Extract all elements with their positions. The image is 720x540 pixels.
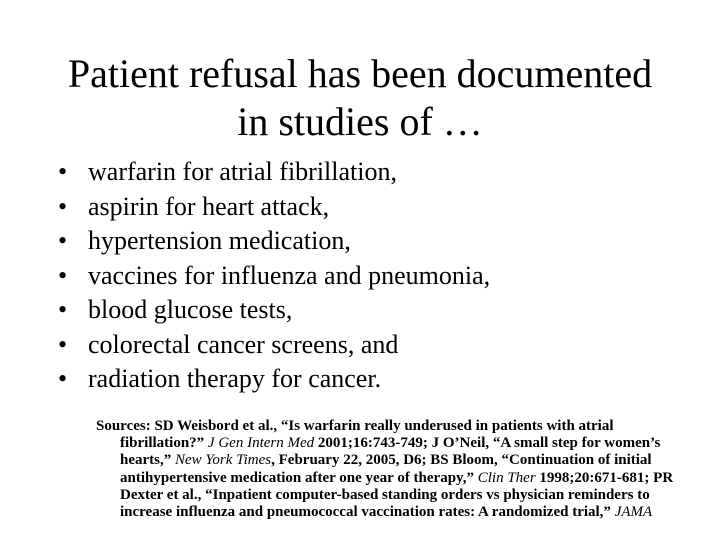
bullet-item: [58, 362, 490, 397]
bullet-item: [58, 259, 490, 294]
journal-title: Clin Ther: [477, 469, 536, 486]
bullet-marker: •: [58, 226, 68, 255]
sources-text-2: 2001;16:743-749; J O’Neil, “A small step for women’s hearts,”: [120, 435, 661, 469]
journal-title: New York Times: [175, 452, 272, 469]
bullet-marker: •: [58, 191, 68, 221]
bullet-item: [58, 328, 490, 363]
bullet-text: hypertension medication,: [88, 226, 351, 255]
bullet-item: [58, 293, 490, 328]
bullet-text: radiation therapy for cancer.: [88, 364, 382, 393]
bullet-item: [58, 155, 490, 190]
bullet-text: blood glucose tests,: [88, 295, 293, 324]
journal-title: J Gen Intern Med: [207, 435, 315, 452]
bullet-text: aspirin for heart attack,: [88, 191, 330, 221]
slide-title: [40, 50, 680, 146]
bullet-marker: •: [58, 260, 68, 290]
bullet-marker: •: [58, 157, 68, 186]
sources-text-1: Sources: SD Weisbord et al., “Is warfarin really underused in patients with atrial fibrillation?”: [96, 418, 614, 452]
bullet-item: [58, 190, 490, 225]
title-line-1: Patient refusal has been documented: [67, 51, 653, 96]
sources-citation: [96, 418, 700, 521]
bullet-text: colorectal cancer screens, and: [88, 329, 399, 359]
bullet-item: [58, 224, 490, 259]
journal-title: JAMA: [614, 504, 653, 521]
sources-text-3: , February 22, 2005, D6; BS Bloom, “Continuation of initial antihypertensive medication after one year of therapy,”: [120, 452, 652, 486]
title-line-2: in studies of …: [237, 99, 483, 144]
sources-text-4: 1998;20:671-681; PR Dexter et al., “Inpatient computer-based standing orders vs physician reminders to increase influenza and pneumococcal vaccination rates: A randomized trial,”: [120, 469, 674, 521]
bullet-marker: •: [58, 329, 68, 359]
bullet-text: vaccines for influenza and pneumonia,: [88, 260, 491, 290]
bullet-marker: •: [58, 364, 68, 393]
bullet-marker: •: [58, 295, 68, 324]
bullet-text: warfarin for atrial fibrillation,: [88, 157, 397, 186]
bullet-list: [58, 155, 490, 397]
